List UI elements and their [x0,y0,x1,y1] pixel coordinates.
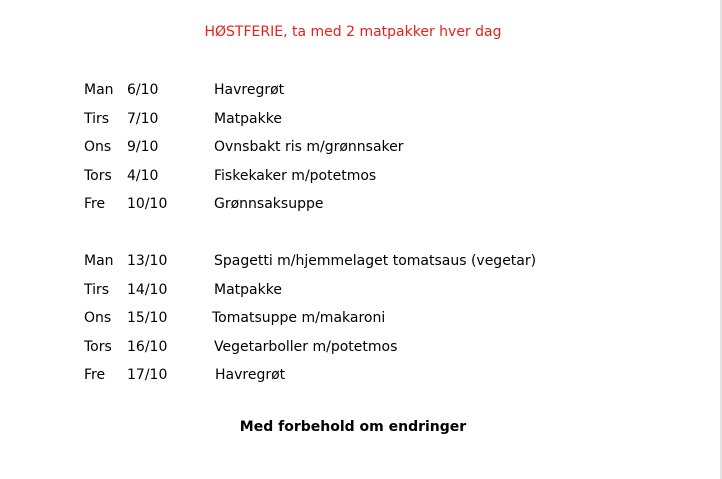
date-label: 16/10 [127,338,168,355]
week-1-menu [0,80,700,223]
day-label: Tors [84,338,112,355]
meal-label: Havregrøt [215,367,286,383]
meal-label: Tomatsuppe m/makaroni [212,310,386,326]
menu-row [0,109,700,138]
menu-title: HØSTFERIE, ta med 2 matpakker hver dag [204,24,502,40]
date-label: 17/10 [127,367,168,383]
meal-label: Fiskekaker m/potetmos [214,167,377,184]
day-label: Tirs [84,281,110,298]
menu-row [0,251,700,280]
day-label: Fre [84,196,106,212]
day-label: Tors [84,167,112,184]
day-label: Fre [84,367,106,383]
menu-row [0,194,700,223]
menu-row [0,280,700,309]
menu-row [0,365,700,394]
day-label: Tirs [84,110,110,127]
menu-row [0,80,700,109]
menu-row [0,308,700,337]
menu-row [0,137,700,166]
menu-row [0,166,700,195]
meal-label: Matpakke [214,281,282,298]
day-label: Ons [84,139,112,155]
meal-label: Spagetti m/hjemmelaget tomatsaus (vegetar) [214,253,537,269]
meal-label: Grønnsaksuppe [214,196,324,212]
meal-label: Matpakke [214,110,282,127]
week-2-menu [0,251,700,394]
day-label: Man [84,253,114,269]
date-label: 4/10 [127,167,159,184]
day-label: Man [84,82,114,98]
meal-label: Ovnsbakt ris m/grønnsaker [214,139,404,155]
date-label: 10/10 [127,196,168,212]
meal-label: Havregrøt [214,82,285,98]
date-label: 14/10 [127,281,168,298]
meal-label: Vegetarboller m/potetmos [214,338,398,355]
date-label: 6/10 [127,82,159,98]
disclaimer-note: Med forbehold om endringer [239,419,467,435]
date-label: 13/10 [127,253,168,269]
menu-row [0,337,700,366]
day-label: Ons [84,310,112,326]
date-label: 7/10 [127,110,159,127]
date-label: 15/10 [127,310,168,326]
date-label: 9/10 [127,139,159,155]
